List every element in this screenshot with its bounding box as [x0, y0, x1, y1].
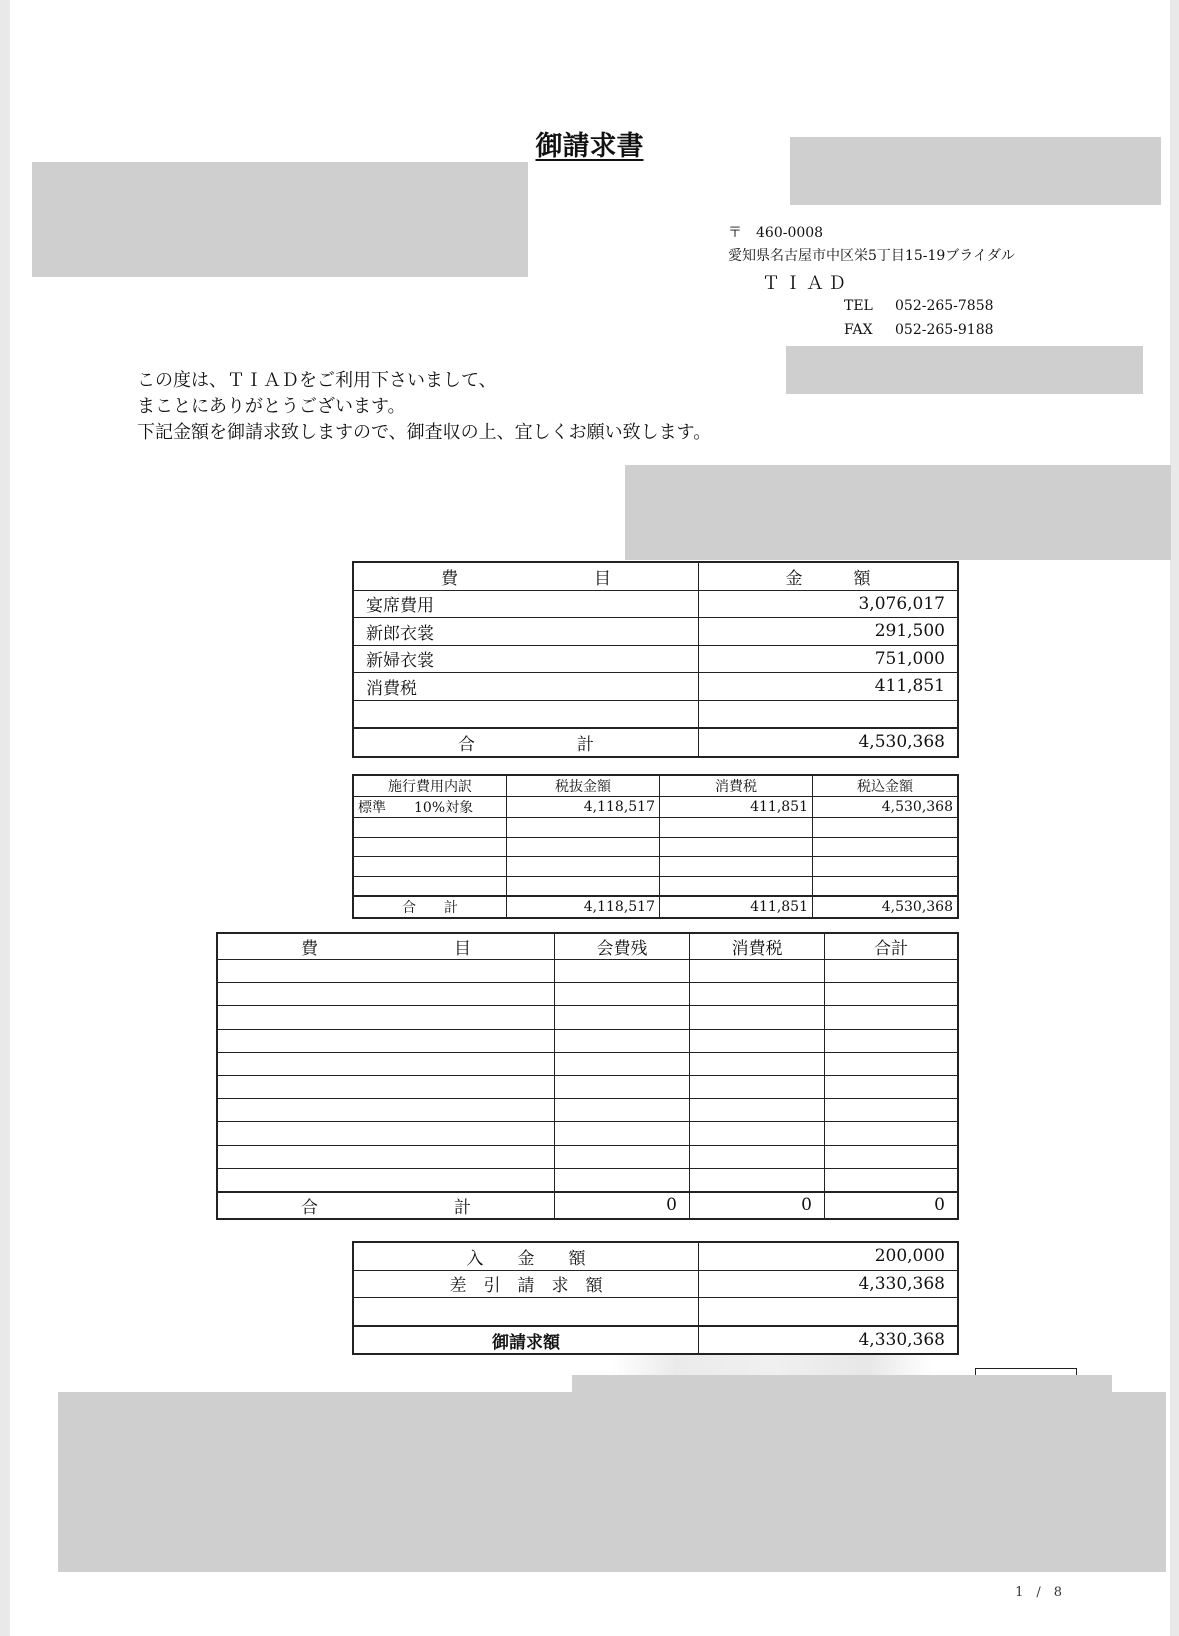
item-name — [353, 700, 699, 728]
redacted-amount-box — [625, 465, 1171, 560]
total-row — [353, 728, 958, 757]
total-label: 合 計 — [353, 896, 507, 918]
header-cell: 税抜金額 — [507, 775, 660, 797]
cell — [353, 837, 507, 857]
cell — [507, 818, 660, 838]
cell — [507, 876, 660, 896]
charges-table — [352, 561, 959, 758]
cell — [690, 1099, 825, 1122]
item-name: 消費税 — [353, 673, 699, 701]
deposit-row — [353, 1242, 958, 1270]
table-row — [217, 983, 958, 1006]
greeting-line: この度は、ＴＩＡＤをご利用下さいまして、 — [137, 370, 497, 391]
cell — [690, 983, 825, 1006]
balance-label: 差 引 請 求 額 — [353, 1270, 699, 1298]
redacted-footer — [58, 1392, 1166, 1572]
cell — [217, 1075, 555, 1098]
cell — [813, 876, 959, 896]
cell — [690, 1052, 825, 1075]
header-cell: 合計 — [825, 933, 959, 960]
cell — [825, 1052, 959, 1075]
cell — [217, 1006, 555, 1029]
header-cell: 会費残 — [555, 933, 690, 960]
cell — [813, 818, 959, 838]
cell — [690, 1122, 825, 1145]
cell: 4,118,517 — [507, 797, 660, 818]
table-header — [353, 562, 958, 590]
document-title: 御請求書 — [535, 131, 644, 162]
item-amount — [699, 700, 959, 728]
cell — [507, 837, 660, 857]
billed-label: 御請求額 — [353, 1326, 699, 1355]
header-cell: 費 目 — [217, 933, 555, 960]
header-amount: 金 額 — [699, 562, 959, 590]
total-cell: 4,118,517 — [507, 896, 660, 918]
cell — [555, 1168, 690, 1192]
balance-amount: 4,330,368 — [699, 1270, 959, 1298]
total-row — [353, 896, 958, 918]
table-row — [217, 1075, 958, 1098]
redacted-recipient — [32, 162, 528, 277]
cell — [825, 983, 959, 1006]
cell — [690, 1029, 825, 1052]
cell — [813, 837, 959, 857]
table-header — [217, 933, 958, 960]
cell — [555, 1029, 690, 1052]
tel-number: 052-265-7858 — [895, 298, 994, 314]
cell: 411,851 — [660, 797, 813, 818]
table-row — [353, 797, 958, 818]
cell — [353, 857, 507, 877]
billed-row — [353, 1326, 958, 1355]
table-row — [353, 645, 958, 673]
total-label: 合 計 — [217, 1192, 555, 1219]
cell — [690, 1168, 825, 1192]
cell — [690, 960, 825, 983]
balance-row — [353, 1270, 958, 1298]
cell — [217, 1122, 555, 1145]
item-name: 新郎衣裳 — [353, 618, 699, 646]
item-amount: 751,000 — [699, 645, 959, 673]
cell — [660, 837, 813, 857]
postal-code: 〒 460-0008 — [728, 225, 824, 241]
cell — [555, 1052, 690, 1075]
cell — [555, 1006, 690, 1029]
item-name: 宴席費用 — [353, 590, 699, 618]
cell — [217, 1168, 555, 1192]
summary-table — [352, 1241, 959, 1355]
cell — [825, 960, 959, 983]
blank-row — [353, 1298, 958, 1326]
header-item: 費 目 — [353, 562, 699, 590]
cell — [353, 876, 507, 896]
cell — [217, 1145, 555, 1168]
table-row — [217, 1006, 958, 1029]
header-cell: 消費税 — [690, 933, 825, 960]
cell — [699, 1298, 959, 1326]
cell — [825, 1122, 959, 1145]
page-number: 1 / 8 — [1015, 1585, 1062, 1600]
cell — [690, 1145, 825, 1168]
cell — [660, 818, 813, 838]
table-row — [217, 960, 958, 983]
cell — [813, 857, 959, 877]
cell: 標準 10%対象 — [353, 797, 507, 818]
cell — [217, 983, 555, 1006]
membership-table — [216, 932, 959, 1220]
cell — [690, 1006, 825, 1029]
total-cell: 0 — [690, 1192, 825, 1219]
header-cell: 消費税 — [660, 775, 813, 797]
total-cell: 4,530,368 — [813, 896, 959, 918]
cell — [825, 1006, 959, 1029]
cell — [217, 1099, 555, 1122]
cell — [660, 857, 813, 877]
cell — [217, 960, 555, 983]
cell — [353, 818, 507, 838]
cell — [825, 1099, 959, 1122]
cell — [690, 1075, 825, 1098]
billed-amount: 4,330,368 — [699, 1326, 959, 1355]
item-amount: 3,076,017 — [699, 590, 959, 618]
table-row — [353, 876, 958, 896]
greeting — [137, 368, 711, 446]
cell — [555, 983, 690, 1006]
header-cell: 税込金額 — [813, 775, 959, 797]
cell: 4,530,368 — [813, 797, 959, 818]
cell — [660, 876, 813, 896]
breakdown-table — [352, 774, 959, 919]
table-row — [217, 1029, 958, 1052]
cell — [555, 1122, 690, 1145]
total-label: 合 計 — [353, 728, 699, 757]
deposit-label: 入 金 額 — [353, 1242, 699, 1270]
table-row — [353, 700, 958, 728]
cell — [217, 1029, 555, 1052]
cell — [825, 1168, 959, 1192]
table-row — [217, 1145, 958, 1168]
table-row — [217, 1052, 958, 1075]
greeting-line: 下記金額を御請求致しますので、御査収の上、宜しくお願い致します。 — [137, 422, 712, 443]
table-header — [353, 775, 958, 797]
cell — [353, 1298, 699, 1326]
table-row — [353, 618, 958, 646]
cell — [507, 857, 660, 877]
tel-label: TEL — [844, 298, 873, 314]
cell — [825, 1029, 959, 1052]
total-cell: 0 — [825, 1192, 959, 1219]
total-cell: 0 — [555, 1192, 690, 1219]
cell — [555, 960, 690, 983]
cell — [217, 1052, 555, 1075]
cell — [825, 1145, 959, 1168]
table-row — [217, 1122, 958, 1145]
redacted-seal — [786, 346, 1143, 394]
table-row — [353, 673, 958, 701]
table-row — [353, 857, 958, 877]
table-row — [217, 1168, 958, 1192]
header-cell: 施行費用内訳 — [353, 775, 507, 797]
cell — [825, 1075, 959, 1098]
table-row — [217, 1099, 958, 1122]
cell — [555, 1099, 690, 1122]
table-row — [353, 837, 958, 857]
deposit-amount: 200,000 — [699, 1242, 959, 1270]
table-row — [353, 818, 958, 838]
cell — [555, 1075, 690, 1098]
fax-label: FAX — [844, 322, 873, 338]
total-row — [217, 1192, 958, 1219]
item-amount: 291,500 — [699, 618, 959, 646]
company-address: 愛知県名古屋市中区栄5丁目15-19ブライダル — [728, 248, 1015, 264]
total-amount: 4,530,368 — [699, 728, 959, 757]
company-name: ＴＩＡＤ — [762, 273, 850, 294]
item-amount: 411,851 — [699, 673, 959, 701]
cell — [555, 1145, 690, 1168]
table-row — [353, 590, 958, 618]
fax-number: 052-265-9188 — [895, 322, 994, 338]
item-name: 新婦衣裳 — [353, 645, 699, 673]
total-cell: 411,851 — [660, 896, 813, 918]
greeting-line: まことにありがとうございます。 — [137, 396, 406, 417]
